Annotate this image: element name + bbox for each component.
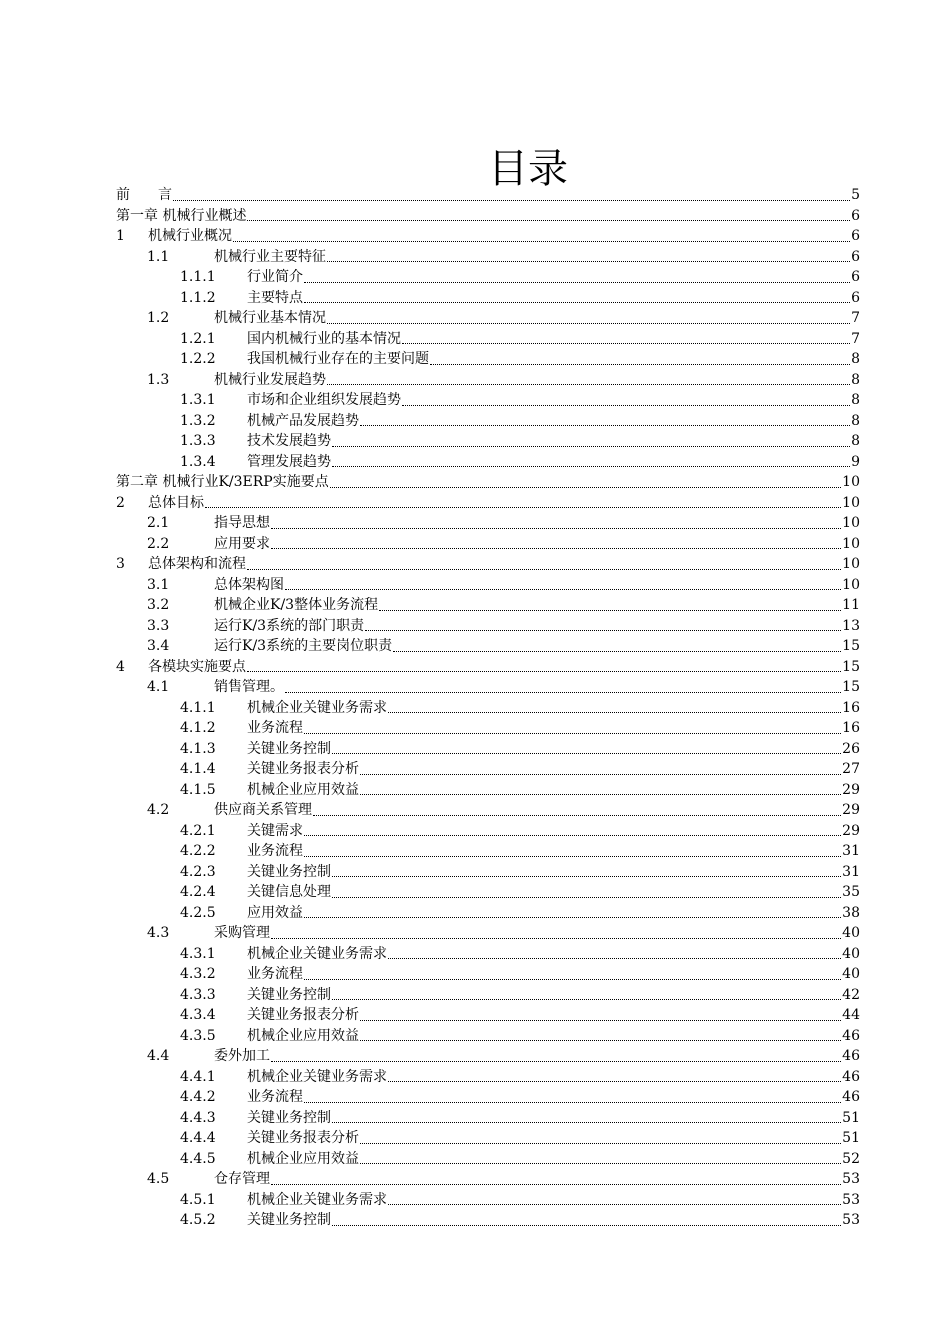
toc-dot-leader bbox=[304, 835, 841, 836]
toc-dot-leader bbox=[332, 999, 841, 1000]
toc-dot-leader bbox=[304, 733, 841, 734]
toc-dot-leader bbox=[304, 917, 841, 918]
toc-entry-number: 1.2.1 bbox=[180, 330, 216, 347]
toc-dot-leader bbox=[313, 815, 841, 816]
toc-dot-leader bbox=[233, 241, 850, 242]
toc-entry-number: 4.2.2 bbox=[180, 843, 216, 859]
toc-entry-page: 10 bbox=[842, 515, 860, 531]
toc-entry[interactable] bbox=[116, 267, 860, 288]
toc-title: 目录 bbox=[488, 145, 568, 192]
toc-entry-page: 13 bbox=[842, 617, 860, 634]
toc-dot-leader bbox=[332, 876, 841, 877]
toc-entry-title: 总体架构和流程 bbox=[148, 556, 246, 572]
toc-entry-title: 第一章 机械行业概述 bbox=[116, 207, 247, 224]
toc-entry-title: 机械行业发展趋势 bbox=[214, 371, 326, 388]
toc-entry[interactable] bbox=[116, 1026, 860, 1047]
toc-entry[interactable] bbox=[116, 595, 860, 616]
toc-entry-title: 第二章 机械行业K/3ERP实施要点 bbox=[116, 474, 329, 490]
toc-entry[interactable] bbox=[116, 800, 860, 821]
toc-entry-page: 29 bbox=[842, 802, 860, 818]
toc-entry-number: 4.4.5 bbox=[180, 1150, 216, 1167]
toc-entry[interactable] bbox=[116, 1067, 860, 1088]
toc-entry-page: 51 bbox=[842, 1109, 860, 1126]
toc-entry[interactable] bbox=[116, 698, 860, 719]
toc-entry-title: 机械企业关键业务需求 bbox=[247, 1068, 387, 1085]
toc-entry-page: 10 bbox=[842, 576, 860, 593]
toc-entry-title: 机械行业基本情况 bbox=[214, 310, 326, 326]
toc-entry-number: 3 bbox=[116, 556, 125, 572]
toc-entry-number: 1.3.1 bbox=[180, 392, 216, 408]
toc-entry[interactable] bbox=[116, 493, 860, 514]
toc-entry[interactable] bbox=[116, 1087, 860, 1108]
toc-entry-title: 采购管理 bbox=[214, 925, 270, 941]
toc-dot-leader bbox=[271, 938, 841, 939]
toc-entry-page: 16 bbox=[842, 720, 860, 736]
toc-entry-number: 4.2 bbox=[147, 802, 170, 818]
toc-dot-leader bbox=[360, 1040, 841, 1041]
toc-entry[interactable] bbox=[116, 370, 860, 391]
toc-entry-number: 2.2 bbox=[147, 535, 170, 552]
toc-dot-leader bbox=[360, 425, 850, 426]
toc-entry-title: 管理发展趋势 bbox=[247, 453, 331, 470]
toc-entry[interactable] bbox=[116, 1169, 860, 1190]
toc-entry-number: 4.1.4 bbox=[180, 761, 216, 777]
toc-entry-number: 4.2.4 bbox=[180, 884, 216, 900]
toc-entry[interactable] bbox=[116, 390, 860, 411]
toc-entry[interactable] bbox=[116, 718, 860, 739]
toc-entry-page: 10 bbox=[842, 535, 860, 552]
toc-entry-page: 31 bbox=[842, 863, 860, 880]
toc-entry-number: 4.4.4 bbox=[180, 1130, 216, 1146]
toc-entry-page: 6 bbox=[851, 269, 860, 285]
toc-entry-page: 46 bbox=[842, 1048, 860, 1064]
toc-entry-page: 35 bbox=[842, 884, 860, 900]
toc-entry-page: 6 bbox=[851, 248, 860, 265]
toc-entry-title: 行业简介 bbox=[247, 269, 303, 285]
toc-dot-leader bbox=[332, 1122, 841, 1123]
toc-entry-number: 4.4 bbox=[147, 1048, 170, 1064]
toc-entry-page: 40 bbox=[842, 966, 860, 982]
toc-entry-title: 关键业务控制 bbox=[247, 1212, 331, 1228]
toc-entry-page: 7 bbox=[851, 330, 860, 347]
toc-entry-title: 机械企业关键业务需求 bbox=[247, 699, 387, 716]
toc-dot-leader bbox=[285, 589, 841, 590]
toc-entry-title: 业务流程 bbox=[247, 720, 303, 736]
toc-dot-leader bbox=[402, 343, 850, 344]
toc-entry[interactable] bbox=[116, 616, 860, 637]
toc-dot-leader bbox=[247, 569, 841, 570]
toc-dot-leader bbox=[402, 405, 850, 406]
toc-entry-number: 1.1.1 bbox=[180, 269, 216, 285]
toc-entry-title: 关键业务报表分析 bbox=[247, 1130, 359, 1146]
toc-dot-leader bbox=[271, 528, 841, 529]
toc-entry-title: 机械企业应用效益 bbox=[247, 1027, 359, 1044]
toc-entry-title: 各模块实施要点 bbox=[148, 658, 246, 675]
toc-entry-title: 关键业务控制 bbox=[247, 740, 331, 757]
toc-entry-number: 1.1 bbox=[147, 248, 170, 265]
toc-entry-page: 8 bbox=[851, 351, 860, 367]
toc-dot-leader bbox=[430, 364, 850, 365]
toc-dot-leader bbox=[271, 548, 841, 549]
toc-entry-title: 技术发展趋势 bbox=[247, 433, 331, 449]
toc-entry-title: 委外加工 bbox=[214, 1048, 270, 1064]
toc-dot-leader bbox=[360, 1143, 841, 1144]
toc-entry[interactable] bbox=[116, 513, 860, 534]
toc-entry-number: 2.1 bbox=[147, 515, 170, 531]
toc-entry-number: 4.1.1 bbox=[180, 699, 216, 716]
toc-entry-title: 关键业务控制 bbox=[247, 863, 331, 880]
toc-entry-number: 4.2.5 bbox=[180, 904, 216, 921]
toc-entry-title: 机械行业主要特征 bbox=[214, 248, 326, 265]
toc-entry-title: 运行K/3系统的主要岗位职责 bbox=[214, 638, 393, 654]
toc-dot-leader bbox=[388, 1081, 841, 1082]
toc-entry-title: 机械企业应用效益 bbox=[247, 1150, 359, 1167]
toc-dot-leader bbox=[304, 282, 850, 283]
toc-entry[interactable] bbox=[116, 185, 860, 206]
toc-entry[interactable] bbox=[116, 554, 860, 575]
toc-entry-page: 5 bbox=[851, 187, 860, 203]
toc-dot-leader bbox=[332, 1225, 841, 1226]
toc-entry[interactable] bbox=[116, 1005, 860, 1026]
toc-dot-leader bbox=[360, 774, 841, 775]
toc-entry-number: 4.3.4 bbox=[180, 1007, 216, 1023]
toc-entry-title: 业务流程 bbox=[247, 843, 303, 859]
toc-entry-title: 机械行业概况 bbox=[148, 228, 232, 244]
toc-entry-title: 机械企业应用效益 bbox=[247, 781, 359, 798]
toc-entry[interactable] bbox=[116, 1108, 860, 1129]
toc-entry-number: 4.3.1 bbox=[180, 945, 216, 962]
toc-dot-leader bbox=[271, 1061, 841, 1062]
toc-entry[interactable] bbox=[116, 882, 860, 903]
toc-entry-number: 4.2.3 bbox=[180, 863, 216, 880]
toc-dot-leader bbox=[330, 487, 841, 488]
toc-entry-title: 销售管理。 bbox=[214, 679, 284, 695]
toc-entry-number: 4 bbox=[116, 658, 125, 675]
toc-entry[interactable] bbox=[116, 247, 860, 268]
toc-dot-leader bbox=[388, 958, 841, 959]
toc-entry[interactable] bbox=[116, 821, 860, 842]
toc-dot-leader bbox=[285, 692, 841, 693]
toc-entry-title: 关键信息处理 bbox=[247, 884, 331, 900]
toc-entry-page: 31 bbox=[842, 843, 860, 859]
toc-entry[interactable] bbox=[116, 329, 860, 350]
toc-entry-number: 3.3 bbox=[147, 617, 170, 634]
toc-entry-title: 总体目标 bbox=[148, 494, 204, 511]
toc-entry-page: 40 bbox=[842, 945, 860, 962]
toc-entry-number: 4.2.1 bbox=[180, 822, 216, 839]
toc-entry-number: 4.3.3 bbox=[180, 986, 216, 1003]
toc-entry-page: 8 bbox=[851, 392, 860, 408]
toc-entry-title: 关键业务报表分析 bbox=[247, 761, 359, 777]
toc-entry-page: 6 bbox=[851, 289, 860, 306]
toc-entry-number: 4.4.3 bbox=[180, 1109, 216, 1126]
toc-entry[interactable] bbox=[116, 206, 860, 227]
toc-entry-number: 4.3 bbox=[147, 925, 170, 941]
toc-entry-number: 1 bbox=[116, 228, 125, 244]
toc-entry[interactable] bbox=[116, 308, 860, 329]
toc-dot-leader bbox=[304, 302, 850, 303]
toc-entry-number: 4.5 bbox=[147, 1171, 170, 1187]
toc-entry-page: 44 bbox=[842, 1007, 860, 1023]
toc-entry-page: 27 bbox=[842, 761, 860, 777]
toc-dot-leader bbox=[388, 712, 841, 713]
toc-dot-leader bbox=[393, 651, 841, 652]
toc-entry[interactable] bbox=[116, 1128, 860, 1149]
toc-entry-number: 4.1.5 bbox=[180, 781, 216, 798]
toc-entry-title: 主要特点 bbox=[247, 289, 303, 306]
toc-entry[interactable] bbox=[116, 472, 860, 493]
toc-entry-title: 机械产品发展趋势 bbox=[247, 412, 359, 429]
toc-entry-page: 46 bbox=[842, 1027, 860, 1044]
toc-entry[interactable] bbox=[116, 411, 860, 432]
toc-entry-page: 16 bbox=[842, 699, 860, 716]
toc-entry-page: 8 bbox=[851, 412, 860, 429]
toc-entry-title: 关键业务控制 bbox=[247, 986, 331, 1003]
toc-dot-leader bbox=[332, 466, 850, 467]
toc-entry-title: 总体架构图 bbox=[214, 576, 284, 593]
toc-entry-title: 指导思想 bbox=[214, 515, 270, 531]
toc-dot-leader bbox=[173, 200, 850, 201]
toc-entry-page: 10 bbox=[842, 474, 860, 490]
toc-entry-title: 前 言 bbox=[116, 187, 172, 203]
toc-entry[interactable] bbox=[116, 862, 860, 883]
toc-entry-page: 15 bbox=[842, 638, 860, 654]
toc-entry-page: 10 bbox=[842, 494, 860, 511]
toc-entry[interactable] bbox=[116, 944, 860, 965]
toc-entry[interactable] bbox=[116, 903, 860, 924]
toc-entry[interactable] bbox=[116, 534, 860, 555]
toc-entry[interactable] bbox=[116, 677, 860, 698]
toc-entry-page: 29 bbox=[842, 781, 860, 798]
toc-entry-number: 4.1 bbox=[147, 679, 170, 695]
toc-entry-number: 1.3.3 bbox=[180, 433, 216, 449]
toc-entry[interactable] bbox=[116, 1190, 860, 1211]
toc-entry-page: 9 bbox=[851, 453, 860, 470]
toc-entry-title: 关键业务控制 bbox=[247, 1109, 331, 1126]
toc-entry-title: 业务流程 bbox=[247, 1089, 303, 1105]
toc-entry-page: 53 bbox=[842, 1171, 860, 1187]
toc-entry-title: 关键业务报表分析 bbox=[247, 1007, 359, 1023]
toc-dot-leader bbox=[360, 1020, 841, 1021]
toc-entry-page: 7 bbox=[851, 310, 860, 326]
toc-entry-page: 8 bbox=[851, 433, 860, 449]
toc-entry-number: 2 bbox=[116, 494, 125, 511]
toc-entry-title: 我国机械行业存在的主要问题 bbox=[247, 351, 429, 367]
toc-entry[interactable] bbox=[116, 288, 860, 309]
toc-entry-page: 11 bbox=[842, 597, 860, 613]
toc-dot-leader bbox=[332, 753, 841, 754]
toc-entry[interactable] bbox=[116, 1149, 860, 1170]
toc-entry[interactable] bbox=[116, 349, 860, 370]
toc-entry-number: 4.3.5 bbox=[180, 1027, 216, 1044]
toc-entry[interactable] bbox=[116, 1210, 860, 1231]
toc-entry-number: 3.2 bbox=[147, 597, 170, 613]
toc-dot-leader bbox=[332, 897, 841, 898]
toc-entry-title: 业务流程 bbox=[247, 966, 303, 982]
toc-entry-page: 6 bbox=[851, 207, 860, 224]
toc-entry[interactable] bbox=[116, 759, 860, 780]
toc-dot-leader bbox=[379, 610, 841, 611]
toc-entry-number: 4.4.1 bbox=[180, 1068, 216, 1085]
toc-entry-page: 10 bbox=[842, 556, 860, 572]
toc-entry[interactable] bbox=[116, 780, 860, 801]
toc-entry-page: 38 bbox=[842, 904, 860, 921]
toc-entry-page: 46 bbox=[842, 1068, 860, 1085]
toc-entry-number: 4.5.1 bbox=[180, 1191, 216, 1208]
toc-dot-leader bbox=[360, 794, 841, 795]
toc-entry-title: 国内机械行业的基本情况 bbox=[247, 330, 401, 347]
toc-dot-leader bbox=[247, 671, 841, 672]
toc-entry-page: 26 bbox=[842, 740, 860, 757]
toc-dot-leader bbox=[332, 446, 850, 447]
toc-dot-leader bbox=[327, 384, 850, 385]
toc-entry-page: 52 bbox=[842, 1150, 860, 1167]
toc-entry-page: 53 bbox=[842, 1212, 860, 1228]
toc-entry-number: 1.2 bbox=[147, 310, 170, 326]
toc-entry[interactable] bbox=[116, 964, 860, 985]
toc-entry-page: 51 bbox=[842, 1130, 860, 1146]
toc-entry[interactable] bbox=[116, 923, 860, 944]
toc-entry-number: 3.4 bbox=[147, 638, 170, 654]
toc-entry-page: 40 bbox=[842, 925, 860, 941]
toc-dot-leader bbox=[388, 1204, 841, 1205]
toc-entry-number: 1.3 bbox=[147, 371, 170, 388]
toc-entry-page: 15 bbox=[842, 679, 860, 695]
toc-entry[interactable] bbox=[116, 1046, 860, 1067]
toc-entry-page: 46 bbox=[842, 1089, 860, 1105]
toc-dot-leader bbox=[205, 507, 841, 508]
toc-entry-number: 4.1.3 bbox=[180, 740, 216, 757]
toc-entry-number: 1.3.2 bbox=[180, 412, 216, 429]
toc-dot-leader bbox=[247, 220, 850, 221]
toc-entry-page: 15 bbox=[842, 658, 860, 675]
toc-entry-number: 1.2.2 bbox=[180, 351, 216, 367]
toc-entry-page: 53 bbox=[842, 1191, 860, 1208]
toc-entry[interactable] bbox=[116, 636, 860, 657]
toc-entry-title: 应用要求 bbox=[214, 535, 270, 552]
toc-entry-title: 仓存管理 bbox=[214, 1171, 270, 1187]
toc-entry-title: 关键需求 bbox=[247, 822, 303, 839]
toc-entry-page: 42 bbox=[842, 986, 860, 1003]
toc-entry-page: 8 bbox=[851, 371, 860, 388]
toc-entry-number: 4.5.2 bbox=[180, 1212, 216, 1228]
toc-dot-leader bbox=[365, 630, 841, 631]
toc-entry-number: 4.3.2 bbox=[180, 966, 216, 982]
toc-dot-leader bbox=[327, 323, 850, 324]
toc-entry[interactable] bbox=[116, 739, 860, 760]
toc-entry-title: 应用效益 bbox=[247, 904, 303, 921]
toc-entry-title: 机械企业K/3整体业务流程 bbox=[214, 597, 379, 613]
toc-entry[interactable] bbox=[116, 431, 860, 452]
toc-entry-title: 运行K/3系统的部门职责 bbox=[214, 617, 365, 634]
toc-entry-number: 1.1.2 bbox=[180, 289, 216, 306]
toc-dot-leader bbox=[327, 261, 850, 262]
toc-entry-title: 供应商关系管理 bbox=[214, 802, 312, 818]
toc-entry-number: 4.1.2 bbox=[180, 720, 216, 736]
toc-entry[interactable] bbox=[116, 657, 860, 678]
toc-entry-page: 29 bbox=[842, 822, 860, 839]
toc-entry-number: 3.1 bbox=[147, 576, 170, 593]
toc-dot-leader bbox=[304, 856, 841, 857]
toc-dot-leader bbox=[304, 1102, 841, 1103]
toc-dot-leader bbox=[360, 1163, 841, 1164]
toc-list bbox=[116, 185, 860, 1231]
toc-entry-title: 机械企业关键业务需求 bbox=[247, 945, 387, 962]
toc-entry[interactable] bbox=[116, 452, 860, 473]
toc-dot-leader bbox=[304, 979, 841, 980]
toc-entry-number: 4.4.2 bbox=[180, 1089, 216, 1105]
toc-entry-title: 机械企业关键业务需求 bbox=[247, 1191, 387, 1208]
toc-entry[interactable] bbox=[116, 841, 860, 862]
toc-entry[interactable] bbox=[116, 985, 860, 1006]
toc-dot-leader bbox=[271, 1184, 841, 1185]
toc-entry-number: 1.3.4 bbox=[180, 453, 216, 470]
toc-entry-title: 市场和企业组织发展趋势 bbox=[247, 392, 401, 408]
toc-entry[interactable] bbox=[116, 226, 860, 247]
toc-entry[interactable] bbox=[116, 575, 860, 596]
toc-entry-page: 6 bbox=[851, 228, 860, 244]
